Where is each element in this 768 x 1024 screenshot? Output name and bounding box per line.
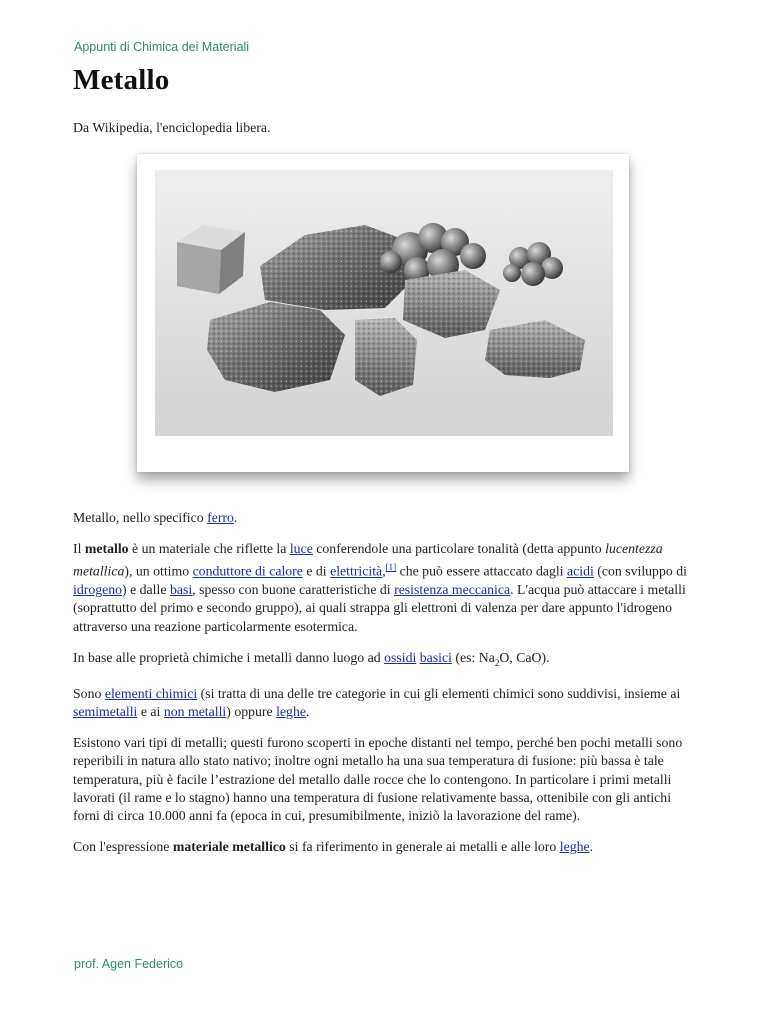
link-idrogeno[interactable]: idrogeno	[73, 582, 123, 598]
link-resistenza[interactable]: resistenza meccanica	[394, 582, 511, 598]
page-subtitle: Da Wikipedia, l'enciclopedia libera.	[73, 120, 271, 135]
term-metallo: metallo	[84, 541, 129, 557]
iron-pieces-photo	[155, 170, 613, 436]
link-ossidi[interactable]: ossidi	[384, 649, 417, 665]
page-title: Metallo	[73, 64, 170, 96]
link-semimetalli[interactable]: semimetalli	[73, 703, 138, 719]
link-leghe-2[interactable]: leghe	[559, 839, 590, 855]
link-basici[interactable]: basici	[419, 649, 452, 665]
course-header: Appunti di Chimica dei Materiali	[74, 40, 250, 54]
iron-photo-frame	[137, 154, 629, 472]
link-ref-1[interactable]: [1]	[385, 562, 397, 573]
caption-paragraph: Metallo, nello specifico ferro.	[73, 510, 238, 525]
paragraph-definition: Il metallo è un materiale che riflette la luce conferendole una particolare tonalità (detta appunto lucentezza metallica), un ottimo conduttore di calore e di elettricità,[1] che può essere attaccato dagli acidi (con sviluppo di idrogeno) e dalle basi, spesso con buone caratteristiche di resistenza meccanica. L'acqua può attaccare i metalli (soprattutto del primo e secondo gruppo), ai quali strappa gli elettroni di valenza per dare appunto l'idrogeno attraverso una reazione particolarmente esotermica.	[73, 541, 687, 634]
link-conduttore[interactable]: conduttore di calore	[192, 564, 303, 579]
author-footer: prof. Agen Federico	[74, 957, 184, 971]
link-acidi[interactable]: acidi	[567, 564, 594, 579]
link-ferro[interactable]: ferro	[207, 510, 234, 525]
link-non-metalli[interactable]: non metalli	[163, 703, 227, 719]
link-elettricita[interactable]: elettricità	[330, 564, 383, 579]
article-body	[73, 509, 695, 869]
paragraph-ossidi: In base alle proprietà chimiche i metalli danno luogo ad ossidi basici (es: $Na_2O$, CaO).	[73, 649, 550, 668]
link-elementi-chimici[interactable]: elementi chimici	[104, 685, 198, 701]
paragraph-materiale-metallico: Con l'espressione materiale metallico si fa riferimento in generale ai metalli e alle loro leghe.	[73, 839, 594, 855]
term-materiale-metallico: materiale metallico	[172, 839, 286, 855]
link-basi[interactable]: basi	[169, 582, 193, 598]
link-luce[interactable]: luce	[289, 541, 313, 557]
paragraph-categorie: Sono elementi chimici (si tratta di una delle tre categorie in cui gli elementi chimici sono suddivisi, insieme ai semimetalli e ai non metalli) oppure leghe.	[73, 685, 681, 719]
term-lucentezza: lucentezza metallica	[73, 541, 663, 579]
link-leghe[interactable]: leghe	[276, 703, 306, 719]
paragraph-storia: Esistono vari tipi di metalli; questi furono scoperti in epoche distanti nel tempo, perché ben pochi metalli sono reperibili in natura allo stato nativo; inoltre ogni metallo ha una sua temperatura di fusione: più bassa è tale temperatura, più è facile l’estrazione del metallo dalle rocce che lo contengono. In particolare i primi metalli lavorati (il rame e lo stagno) hanno una temperatura di fusione relativamente bassa, ottenibile con gli antichi forni di circa 10.000 anni fa (epoca in cui, presumibilmente, iniziò la lavorazione del rame).	[73, 735, 683, 823]
